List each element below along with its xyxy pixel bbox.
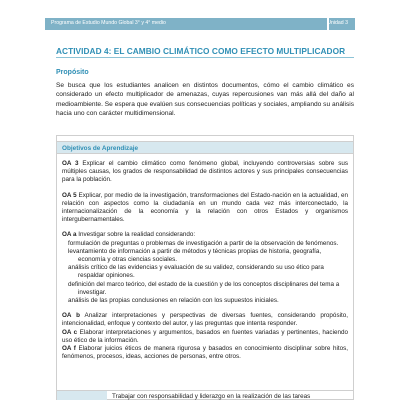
- oa3-code: OA 3: [62, 160, 79, 167]
- program-title: Programa de Estudio Mundo Global 3° y 4° medio: [51, 20, 166, 26]
- oab-text: Analizar interpretaciones y perspectivas de diversas fuentes, considerando propósito, intencionalidad, enfoque y contexto del autor, y las preguntas que intenta responder.: [62, 312, 348, 328]
- oa3-text: Explicar el cambio climático como fenómeno global, incluyendo controversias sobre sus múltiples causas, los grados de responsabilidad de distintos actores y sus principales consecuencias para la población.: [62, 160, 348, 184]
- oaf-code: OA f: [62, 345, 76, 353]
- oa3-paragraph: [62, 160, 348, 185]
- oaf-paragraph: [62, 345, 348, 361]
- objectives-table: [56, 135, 354, 400]
- oaa-item-1: formulación de preguntas o problemas de investigación a partir de la observación de fenómenos.: [68, 239, 339, 247]
- title-divider: [56, 57, 354, 58]
- oaa-item-5: análisis de las propias conclusiones en relación con los supuestos iniciales.: [68, 297, 279, 305]
- oac-code: OA c: [62, 328, 78, 336]
- oac-paragraph: [62, 329, 348, 345]
- oa5-text: Explicar, por medio de la investigación, transformaciones del Estado-nación en la actualidad, en relación con aspectos como la ciudadanía en un mundo cada vez más interconectado, la internacionalización de la economía y la relación con otros Estados y organismos intergubernamentales.: [62, 191, 348, 224]
- oaa-code: OA a: [62, 231, 77, 239]
- oaa-item-2: levantamiento de información a partir de métodos y técnicas propias de historia, geografía, economía y otras ciencias sociales.: [68, 247, 322, 264]
- purpose-text: Se busca que los estudiantes analicen en distintos documentos, cómo el cambio climático es considerado un efecto multiplicador de amenazas, cuyas repercusiones van más allá del daño al medioambiente. Se espera que evalúen sus consecuencias políticas y sociales, ampliando su análisis hacia uno con carácter multidimensional.: [56, 82, 354, 118]
- oab-code: OA b: [62, 312, 80, 320]
- activity-title: ACTIVIDAD 4: EL CAMBIO CLIMÁTICO COMO EFECTO MULTIPLICADOR: [56, 46, 346, 56]
- oaf-text: Elaborar juicios éticos de manera rigurosa y basados en conocimiento disciplinar sobre hitos, fenómenos, procesos, ideas, acciones de personas, entre otros.: [62, 345, 348, 361]
- oaa-item-3: análisis crítico de las evidencias y evaluación de su validez, considerando su uso ético para respaldar opiniones.: [68, 264, 324, 280]
- next-row-label-cell: [57, 391, 107, 400]
- oa5-code: OA 5: [62, 191, 77, 199]
- objectives-body: [62, 160, 348, 361]
- next-row-text: Trabajar con responsabilidad y liderazgo en la realización de las tareas: [112, 392, 311, 400]
- header-bar: [45, 18, 355, 30]
- table-next-row: [57, 390, 353, 400]
- oaa-item-4: definición del marco teórico, del estado de la cuestión y de los conceptos disciplinares del tema a investigar.: [68, 280, 340, 296]
- oac-text: Elaborar interpretaciones y argumentos, basados en fuentes variadas y pertinentes, haciendo uso ético de la información.: [62, 328, 348, 344]
- oa5-paragraph: [62, 192, 348, 225]
- oaa-text: Investigar sobre la realidad considerando:: [76, 231, 196, 239]
- unit-label: Unidad 3: [327, 20, 348, 26]
- purpose-heading: Propósito: [56, 69, 89, 76]
- objectives-heading: Objetivos de Aprendizaje: [57, 142, 353, 154]
- oab-paragraph: [62, 312, 348, 328]
- oaa-paragraph: [62, 231, 348, 239]
